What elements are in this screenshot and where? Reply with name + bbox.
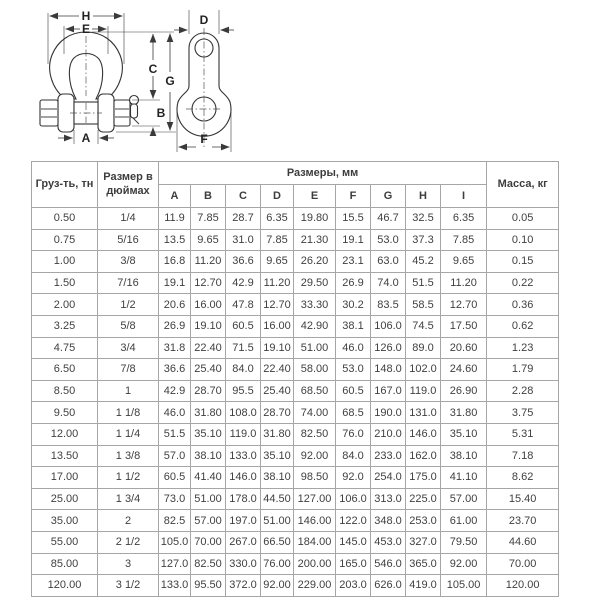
table-cell: 57.0	[159, 445, 191, 467]
table-row	[32, 510, 559, 532]
table-cell: 229.00	[294, 575, 336, 597]
table-cell: 626.0	[371, 575, 406, 597]
table-cell: 31.8	[159, 337, 191, 359]
table-cell: 453.0	[371, 531, 406, 553]
table-cell: 419.0	[406, 575, 441, 597]
table-cell: 0.50	[32, 208, 98, 230]
table-cell: 35.10	[191, 423, 226, 445]
table-cell: 53.0	[371, 229, 406, 251]
dim-label-F: F	[200, 132, 208, 146]
table-cell: 68.5	[336, 402, 371, 424]
table-row	[32, 488, 559, 510]
table-cell: 35.00	[32, 510, 98, 532]
table-cell: 108.0	[226, 402, 261, 424]
table-cell: 1 1/2	[98, 467, 159, 489]
table-cell: 20.6	[159, 294, 191, 316]
table-cell: 12.00	[32, 423, 98, 445]
table-row	[32, 251, 559, 273]
dim-label-A: A	[81, 131, 91, 145]
table-cell: 33.30	[294, 294, 336, 316]
table-cell: 60.5	[159, 467, 191, 489]
table-cell: 31.80	[261, 423, 294, 445]
table-cell: 23.1	[336, 251, 371, 273]
table-cell: 2.00	[32, 294, 98, 316]
table-cell: 35.10	[441, 423, 487, 445]
table-cell: 38.10	[261, 467, 294, 489]
table-cell: 28.7	[226, 208, 261, 230]
table-cell: 19.10	[191, 315, 226, 337]
table-cell: 46.0	[159, 402, 191, 424]
table-cell: 85.00	[32, 553, 98, 575]
table-cell: 82.5	[159, 510, 191, 532]
header-dimensions-group: Размеры, мм	[159, 162, 487, 185]
table-cell: 3/8	[98, 251, 159, 273]
table-cell: 120.00	[32, 575, 98, 597]
table-cell: 1.50	[32, 272, 98, 294]
table-cell: 42.9	[159, 380, 191, 402]
header-dim-E: E	[294, 185, 336, 208]
shackle-side-view	[177, 28, 231, 148]
table-cell: 92.00	[441, 553, 487, 575]
table-cell: 84.0	[336, 445, 371, 467]
table-cell: 146.0	[226, 467, 261, 489]
header-load-capacity: Груз-ть, тн	[32, 162, 98, 208]
table-cell: 167.0	[371, 380, 406, 402]
table-cell: 92.00	[294, 445, 336, 467]
table-cell: 3/4	[98, 337, 159, 359]
table-cell: 74.5	[406, 315, 441, 337]
table-cell: 5/16	[98, 229, 159, 251]
table-cell: 84.0	[226, 359, 261, 381]
table-cell: 0.75	[32, 229, 98, 251]
table-cell: 16.00	[261, 315, 294, 337]
table-cell: 32.5	[406, 208, 441, 230]
table-cell: 25.00	[32, 488, 98, 510]
table-cell: 7/16	[98, 272, 159, 294]
table-cell: 7.85	[441, 229, 487, 251]
table-cell: 76.00	[261, 553, 294, 575]
table-cell: 372.0	[226, 575, 261, 597]
table-cell: 11.9	[159, 208, 191, 230]
header-size-inches: Размер в дюймах	[98, 162, 159, 208]
table-cell: 119.0	[406, 380, 441, 402]
table-cell: 92.00	[261, 575, 294, 597]
table-cell: 146.0	[406, 423, 441, 445]
table-cell: 127.00	[294, 488, 336, 510]
table-row	[32, 467, 559, 489]
table-cell: 57.00	[191, 510, 226, 532]
table-cell: 82.50	[191, 553, 226, 575]
header-dim-C: C	[226, 185, 261, 208]
table-cell: 105.0	[159, 531, 191, 553]
table-cell: 15.40	[487, 488, 559, 510]
table-cell: 16.8	[159, 251, 191, 273]
table-cell: 61.00	[441, 510, 487, 532]
table-cell: 145.0	[336, 531, 371, 553]
table-header	[32, 162, 559, 208]
dim-label-D: D	[199, 13, 209, 27]
table-cell: 12.70	[261, 294, 294, 316]
table-cell: 70.00	[191, 531, 226, 553]
table-cell: 95.50	[191, 575, 226, 597]
table-cell: 2 1/2	[98, 531, 159, 553]
table-cell: 327.0	[406, 531, 441, 553]
table-cell: 11.20	[441, 272, 487, 294]
header-dim-G: G	[371, 185, 406, 208]
table-cell: 47.8	[226, 294, 261, 316]
table-cell: 148.0	[371, 359, 406, 381]
table-cell: 82.50	[294, 423, 336, 445]
table-cell: 30.2	[336, 294, 371, 316]
table-cell: 31.0	[226, 229, 261, 251]
table-cell: 19.1	[336, 229, 371, 251]
table-cell: 89.0	[406, 337, 441, 359]
table-row	[32, 208, 559, 230]
table-row	[32, 402, 559, 424]
dim-label-C: C	[148, 62, 158, 76]
table-cell: 313.0	[371, 488, 406, 510]
table-cell: 31.80	[191, 402, 226, 424]
table-cell: 12.70	[441, 294, 487, 316]
table-cell: 6.50	[32, 359, 98, 381]
table-cell: 9.50	[32, 402, 98, 424]
table-cell: 38.10	[441, 445, 487, 467]
header-dim-I: I	[441, 185, 487, 208]
table-cell: 131.0	[406, 402, 441, 424]
table-cell: 200.00	[294, 553, 336, 575]
table-cell: 28.70	[261, 402, 294, 424]
header-mass: Масса, кг	[487, 162, 559, 208]
table-cell: 44.60	[487, 531, 559, 553]
table-cell: 17.50	[441, 315, 487, 337]
table-cell: 6.35	[261, 208, 294, 230]
table-cell: 51.00	[294, 337, 336, 359]
table-cell: 19.10	[261, 337, 294, 359]
table-row	[32, 531, 559, 553]
table-cell: 92.0	[336, 467, 371, 489]
table-cell: 71.5	[226, 337, 261, 359]
table-row	[32, 272, 559, 294]
table-cell: 37.3	[406, 229, 441, 251]
table-cell: 41.40	[191, 467, 226, 489]
table-cell: 253.0	[406, 510, 441, 532]
table-cell: 12.70	[191, 272, 226, 294]
table-cell: 106.0	[336, 488, 371, 510]
table-cell: 546.0	[371, 553, 406, 575]
table-cell: 22.40	[191, 337, 226, 359]
table-cell: 9.65	[261, 251, 294, 273]
dim-label-G: G	[165, 74, 175, 88]
table-cell: 330.0	[226, 553, 261, 575]
table-cell: 254.0	[371, 467, 406, 489]
table-cell: 26.20	[294, 251, 336, 273]
shackle-technical-drawing	[0, 0, 600, 158]
table-cell: 68.50	[294, 380, 336, 402]
table-cell: 21.30	[294, 229, 336, 251]
hex-head	[114, 100, 130, 126]
header-dim-D: D	[261, 185, 294, 208]
dimensions-table	[31, 161, 559, 597]
table-cell: 1.79	[487, 359, 559, 381]
table-cell: 2.28	[487, 380, 559, 402]
table-cell: 0.10	[487, 229, 559, 251]
table-cell: 9.65	[441, 251, 487, 273]
table-cell: 19.80	[294, 208, 336, 230]
table-cell: 1.23	[487, 337, 559, 359]
table-cell: 0.15	[487, 251, 559, 273]
table-cell: 133.0	[226, 445, 261, 467]
table-cell: 55.00	[32, 531, 98, 553]
table-cell: 190.0	[371, 402, 406, 424]
table-cell: 25.40	[191, 359, 226, 381]
header-dim-H: H	[406, 185, 441, 208]
table-row	[32, 575, 559, 597]
table-cell: 22.40	[261, 359, 294, 381]
table-cell: 6.35	[441, 208, 487, 230]
table-cell: 23.70	[487, 510, 559, 532]
table-cell: 0.22	[487, 272, 559, 294]
table-cell: 184.00	[294, 531, 336, 553]
table-cell: 76.0	[336, 423, 371, 445]
table-cell: 15.5	[336, 208, 371, 230]
table-cell: 44.50	[261, 488, 294, 510]
table-cell: 1 1/4	[98, 423, 159, 445]
header-dim-F: F	[336, 185, 371, 208]
table-cell: 8.62	[487, 467, 559, 489]
table-cell: 119.0	[226, 423, 261, 445]
table-cell: 127.0	[159, 553, 191, 575]
table-cell: 79.50	[441, 531, 487, 553]
table-cell: 26.9	[336, 272, 371, 294]
table-cell: 197.0	[226, 510, 261, 532]
table-cell: 45.2	[406, 251, 441, 273]
table-cell: 7.18	[487, 445, 559, 467]
table-cell: 7.85	[261, 229, 294, 251]
table-cell: 73.0	[159, 488, 191, 510]
table-cell: 1 1/8	[98, 402, 159, 424]
table-cell: 98.50	[294, 467, 336, 489]
table-cell: 0.62	[487, 315, 559, 337]
table-cell: 63.0	[371, 251, 406, 273]
table-cell: 42.9	[226, 272, 261, 294]
table-cell: 24.60	[441, 359, 487, 381]
table-cell: 70.00	[487, 553, 559, 575]
table-cell: 35.10	[261, 445, 294, 467]
table-cell: 106.0	[371, 315, 406, 337]
table-cell: 7/8	[98, 359, 159, 381]
table-cell: 9.65	[191, 229, 226, 251]
table-cell: 31.80	[441, 402, 487, 424]
table-cell: 36.6	[226, 251, 261, 273]
table-cell: 1	[98, 380, 159, 402]
dim-label-H: H	[81, 9, 91, 23]
table-cell: 233.0	[371, 445, 406, 467]
table-cell: 165.0	[336, 553, 371, 575]
table-cell: 95.5	[226, 380, 261, 402]
table-cell: 105.00	[441, 575, 487, 597]
table-cell: 178.0	[226, 488, 261, 510]
table-cell: 19.1	[159, 272, 191, 294]
table-cell: 38.1	[336, 315, 371, 337]
table-cell: 42.90	[294, 315, 336, 337]
table-cell: 1.00	[32, 251, 98, 273]
table-cell: 13.5	[159, 229, 191, 251]
table-cell: 74.0	[371, 272, 406, 294]
table-cell: 46.0	[336, 337, 371, 359]
table-cell: 7.85	[191, 208, 226, 230]
table-cell: 122.0	[336, 510, 371, 532]
table-row	[32, 380, 559, 402]
table-cell: 51.00	[261, 510, 294, 532]
table-cell: 60.5	[336, 380, 371, 402]
table-cell: 38.10	[191, 445, 226, 467]
table-cell: 83.5	[371, 294, 406, 316]
table-cell: 20.60	[441, 337, 487, 359]
table-cell: 267.0	[226, 531, 261, 553]
table-cell: 5/8	[98, 315, 159, 337]
table-cell: 26.90	[441, 380, 487, 402]
table-cell: 102.0	[406, 359, 441, 381]
table-cell: 46.7	[371, 208, 406, 230]
table-cell: 126.0	[371, 337, 406, 359]
table-cell: 146.00	[294, 510, 336, 532]
table-cell: 1 3/8	[98, 445, 159, 467]
table-row	[32, 423, 559, 445]
table-cell: 175.0	[406, 467, 441, 489]
table-row	[32, 229, 559, 251]
table-cell: 133.0	[159, 575, 191, 597]
table-row	[32, 294, 559, 316]
table-cell: 120.00	[487, 575, 559, 597]
table-cell: 5.31	[487, 423, 559, 445]
table-cell: 4.75	[32, 337, 98, 359]
table-cell: 13.50	[32, 445, 98, 467]
table-row	[32, 359, 559, 381]
table-cell: 74.00	[294, 402, 336, 424]
table-cell: 365.0	[406, 553, 441, 575]
table-cell: 2	[98, 510, 159, 532]
table-cell: 348.0	[371, 510, 406, 532]
dim-label-E: E	[81, 22, 91, 36]
table-cell: 58.5	[406, 294, 441, 316]
table-cell: 0.36	[487, 294, 559, 316]
dim-label-B: B	[156, 106, 166, 120]
table-cell: 51.5	[406, 272, 441, 294]
table-cell: 57.00	[441, 488, 487, 510]
table-cell: 11.20	[191, 251, 226, 273]
table-cell: 16.00	[191, 294, 226, 316]
table-cell: 41.10	[441, 467, 487, 489]
table-cell: 203.0	[336, 575, 371, 597]
table-row	[32, 337, 559, 359]
table-row	[32, 315, 559, 337]
table-cell: 225.0	[406, 488, 441, 510]
header-dim-A: A	[159, 185, 191, 208]
table-cell: 3	[98, 553, 159, 575]
table-cell: 29.50	[294, 272, 336, 294]
table-body	[32, 208, 559, 597]
table-cell: 3.25	[32, 315, 98, 337]
table-cell: 26.9	[159, 315, 191, 337]
table-cell: 17.00	[32, 467, 98, 489]
table-cell: 66.50	[261, 531, 294, 553]
table-cell: 210.0	[371, 423, 406, 445]
table-cell: 0.05	[487, 208, 559, 230]
table-cell: 1/4	[98, 208, 159, 230]
table-cell: 36.6	[159, 359, 191, 381]
table-cell: 1 3/4	[98, 488, 159, 510]
table-cell: 8.50	[32, 380, 98, 402]
table-cell: 28.70	[191, 380, 226, 402]
table-cell: 25.40	[261, 380, 294, 402]
table-cell: 1/2	[98, 294, 159, 316]
table-row	[32, 553, 559, 575]
table-cell: 3 1/2	[98, 575, 159, 597]
hex-nut	[40, 100, 58, 126]
table-cell: 60.5	[226, 315, 261, 337]
header-dim-B: B	[191, 185, 226, 208]
table-cell: 58.00	[294, 359, 336, 381]
table-cell: 51.5	[159, 423, 191, 445]
table-row	[32, 445, 559, 467]
table-cell: 11.20	[261, 272, 294, 294]
table-cell: 162.0	[406, 445, 441, 467]
table-cell: 3.75	[487, 402, 559, 424]
table-cell: 53.0	[336, 359, 371, 381]
table-cell: 51.00	[191, 488, 226, 510]
